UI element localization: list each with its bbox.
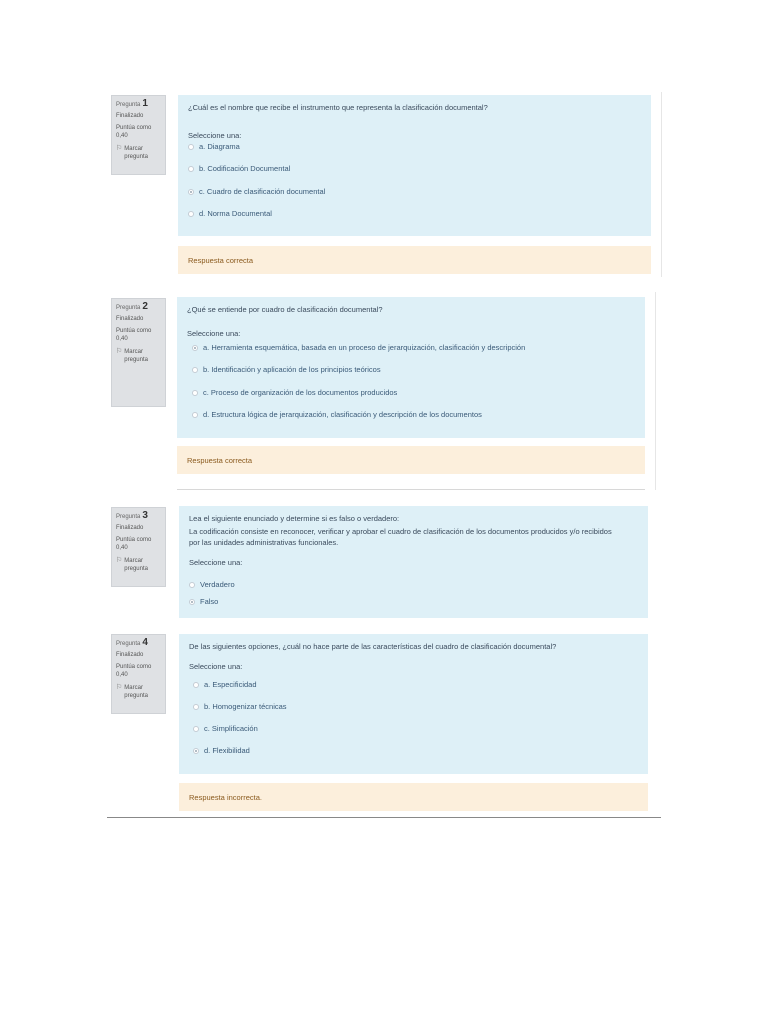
question-number: 2	[142, 301, 148, 312]
answer-option-d[interactable]	[192, 410, 482, 420]
flag-question-link[interactable]	[116, 684, 161, 700]
flag-question-link[interactable]	[116, 348, 161, 364]
option-label: Falso	[200, 597, 219, 606]
radio-icon[interactable]	[188, 189, 194, 195]
question-mark-value: 0,40	[116, 545, 128, 551]
flag-label-line2: pregunta	[124, 693, 148, 699]
question-content-3	[179, 506, 648, 618]
divider	[655, 292, 656, 490]
radio-icon[interactable]	[189, 599, 195, 605]
radio-icon[interactable]	[192, 367, 198, 373]
feedback-text: Respuesta correcta	[187, 455, 253, 465]
radio-icon[interactable]	[189, 582, 195, 588]
question-number: 1	[142, 98, 148, 109]
divider	[177, 489, 645, 490]
question-info-2	[111, 298, 166, 407]
question-state: Finalizado	[116, 113, 144, 119]
question-number: 3	[142, 510, 148, 521]
option-label: a. Especificidad	[204, 680, 257, 689]
answer-option-false[interactable]	[189, 597, 218, 607]
radio-icon[interactable]	[193, 748, 199, 754]
question-text: De las siguientes opciones, ¿cuál no hace parte de las características del cuadro de clasificación documental?	[189, 642, 557, 651]
radio-icon[interactable]	[192, 390, 198, 396]
answer-option-a[interactable]	[188, 142, 240, 152]
question-state: Finalizado	[116, 652, 144, 658]
feedback-4	[179, 783, 648, 811]
bottom-divider	[107, 817, 661, 818]
radio-icon[interactable]	[188, 211, 194, 217]
flag-label-line1: Marcar	[124, 146, 143, 152]
answer-option-b[interactable]	[192, 365, 381, 375]
question-number: 4	[142, 637, 148, 648]
question-mark-value: 0,40	[116, 133, 128, 139]
answer-option-c[interactable]	[192, 388, 397, 398]
feedback-text: Respuesta incorrecta.	[189, 792, 262, 802]
option-label: a. Herramienta esquemática, basada en un proceso de jerarquización, clasificación y descripción	[203, 343, 526, 352]
flag-icon: ⚐	[116, 684, 123, 691]
flag-label-line2: pregunta	[124, 566, 148, 572]
radio-icon[interactable]	[192, 412, 198, 418]
flag-label-line2: pregunta	[124, 154, 148, 160]
answer-option-c[interactable]	[188, 187, 325, 197]
statement-line-1: La codificación consiste en reconocer, verificar y aprobar el cuadro de clasificación de los documentos producidos y/o recibidos	[189, 527, 612, 536]
question-statement	[189, 526, 638, 548]
flag-question-link[interactable]	[116, 145, 161, 161]
answer-option-d[interactable]	[193, 746, 250, 756]
question-state: Finalizado	[116, 525, 144, 531]
flag-label-line2: pregunta	[124, 357, 148, 363]
answer-prompt: Seleccione una:	[187, 329, 241, 338]
answer-option-a[interactable]	[193, 680, 257, 690]
question-mark-label: Puntúa como	[116, 537, 152, 543]
flag-icon: ⚐	[116, 348, 123, 355]
answer-option-a[interactable]	[192, 343, 525, 353]
feedback-2	[177, 446, 645, 474]
question-label: Pregunta	[116, 641, 141, 647]
flag-label-line1: Marcar	[124, 685, 143, 691]
divider	[661, 92, 662, 277]
question-info-1	[111, 95, 166, 175]
option-label: c. Simplificación	[204, 724, 258, 733]
question-state: Finalizado	[116, 316, 144, 322]
statement-line-2: por las unidades administrativas funcionales.	[189, 538, 339, 547]
answer-option-b[interactable]	[188, 164, 290, 174]
flag-icon: ⚐	[116, 145, 123, 152]
option-label: d. Norma Documental	[199, 209, 272, 218]
radio-icon[interactable]	[193, 704, 199, 710]
answer-prompt: Seleccione una:	[189, 558, 243, 567]
question-content-2	[177, 297, 645, 438]
question-label: Pregunta	[116, 305, 141, 311]
question-mark-label: Puntúa como	[116, 125, 152, 131]
flag-label-line1: Marcar	[124, 349, 143, 355]
feedback-text: Respuesta correcta	[188, 255, 254, 265]
radio-icon[interactable]	[188, 144, 194, 150]
question-mark-value: 0,40	[116, 336, 128, 342]
flag-question-link[interactable]	[116, 557, 161, 573]
question-info-3	[111, 507, 166, 587]
question-content-4	[179, 634, 648, 774]
answer-option-d[interactable]	[188, 209, 272, 219]
radio-icon[interactable]	[188, 166, 194, 172]
feedback-1	[178, 246, 651, 274]
question-content-1	[178, 95, 651, 236]
option-label: Verdadero	[200, 580, 235, 589]
option-label: a. Diagrama	[199, 142, 240, 151]
answer-prompt: Seleccione una:	[189, 662, 243, 671]
question-mark-value: 0,40	[116, 672, 128, 678]
question-mark-label: Puntúa como	[116, 328, 152, 334]
option-label: d. Estructura lógica de jerarquización, clasificación y descripción de los documentos	[203, 410, 482, 419]
option-label: c. Proceso de organización de los documentos producidos	[203, 388, 398, 397]
question-text: ¿Cuál es el nombre que recibe el instrumento que representa la clasificación documental?	[188, 103, 488, 112]
option-label: b. Codificación Documental	[199, 164, 291, 173]
question-label: Pregunta	[116, 514, 141, 520]
answer-option-true[interactable]	[189, 580, 235, 590]
option-label: d. Flexibilidad	[204, 746, 250, 755]
question-label: Pregunta	[116, 102, 141, 108]
option-label: c. Cuadro de clasificación documental	[199, 187, 326, 196]
flag-label-line1: Marcar	[124, 558, 143, 564]
question-text: Lea el siguiente enunciado y determine si es falso o verdadero:	[189, 514, 400, 523]
flag-icon: ⚐	[116, 557, 123, 564]
radio-icon[interactable]	[193, 726, 199, 732]
answer-option-c[interactable]	[193, 724, 258, 734]
option-label: b. Homogenizar técnicas	[204, 702, 287, 711]
question-mark-label: Puntúa como	[116, 664, 152, 670]
radio-icon[interactable]	[193, 682, 199, 688]
option-label: b. Identificación y aplicación de los principios teóricos	[203, 365, 381, 374]
answer-option-b[interactable]	[193, 702, 287, 712]
answer-prompt: Seleccione una:	[188, 131, 242, 140]
question-info-4	[111, 634, 166, 714]
question-text: ¿Qué se entiende por cuadro de clasificación documental?	[187, 305, 383, 314]
radio-icon[interactable]	[192, 345, 198, 351]
